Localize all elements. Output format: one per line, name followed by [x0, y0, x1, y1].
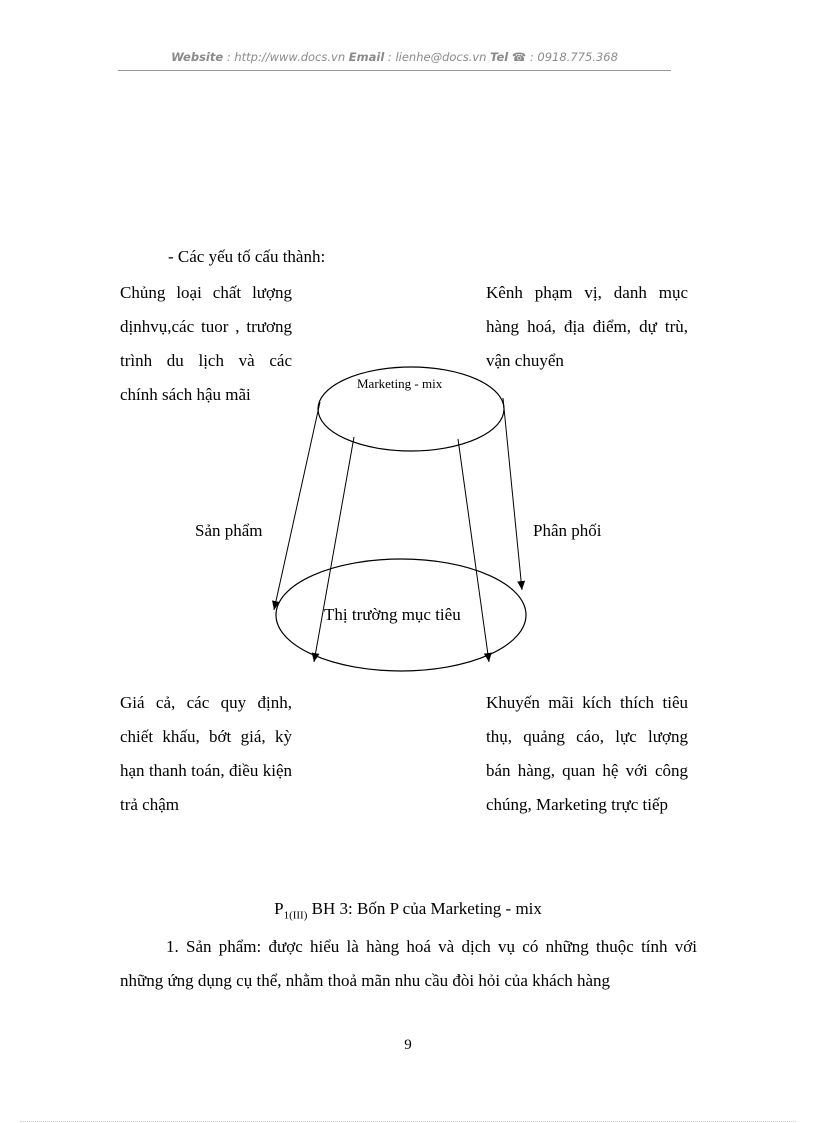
arrow-price: [314, 437, 354, 662]
email-value: : lienhe@docs.vn: [384, 50, 491, 64]
product-description: Chủng loại chất lượng dịnhvụ,các tuor , trương trình du lịch và các chính sách hậu mãi: [120, 283, 292, 404]
caption-subscript: 1(III): [283, 909, 308, 922]
product-label: Sản phẩm: [195, 521, 263, 540]
distribution-label: Phân phối: [533, 521, 602, 540]
page-bottom-border: [20, 1121, 796, 1122]
phone-icon: ☎: [511, 50, 527, 64]
tel-value: : 0918.775.368: [526, 50, 618, 64]
arrow-promotion: [458, 439, 489, 662]
marketing-mix-label: Marketing - mix: [357, 376, 443, 391]
email-label: Email: [348, 50, 385, 64]
tel-label: Tel: [490, 50, 509, 64]
section-intro: - Các yếu tố cấu thành:: [168, 247, 326, 266]
target-market-label: Thị trường mục tiêu: [324, 605, 461, 624]
caption-prefix: P: [274, 899, 284, 918]
website-label: Website: [171, 50, 224, 64]
figure-caption: [0, 899, 816, 921]
distribution-description: Kênh phạm vị, danh mục hàng hoá, địa điểm, dự trù, vận chuyển: [486, 283, 688, 370]
website-value: : http://www.docs.vn: [223, 50, 349, 64]
body-paragraph: 1. Sản phẩm: được hiểu là hàng hoá và dịch vụ có những thuộc tính với những ứng dụng cụ thể, nhằm thoả mãn nhu cầu đòi hỏi của khách hàng: [120, 937, 697, 990]
caption-text: BH 3: Bốn P của Marketing - mix: [307, 899, 542, 918]
arrow-product: [274, 402, 320, 610]
price-description: Giá cả, các quy định, chiết khấu, bớt giá, kỳ hạn thanh toán, điều kiện trả chậm: [120, 693, 292, 814]
promotion-description: Khuyến mãi kích thích tiêu thụ, quảng cáo, lực lượng bán hàng, quan hệ với công chúng, Marketing trực tiếp: [486, 693, 688, 814]
arrow-distribution: [503, 398, 522, 590]
page-number: 9: [404, 1037, 412, 1053]
